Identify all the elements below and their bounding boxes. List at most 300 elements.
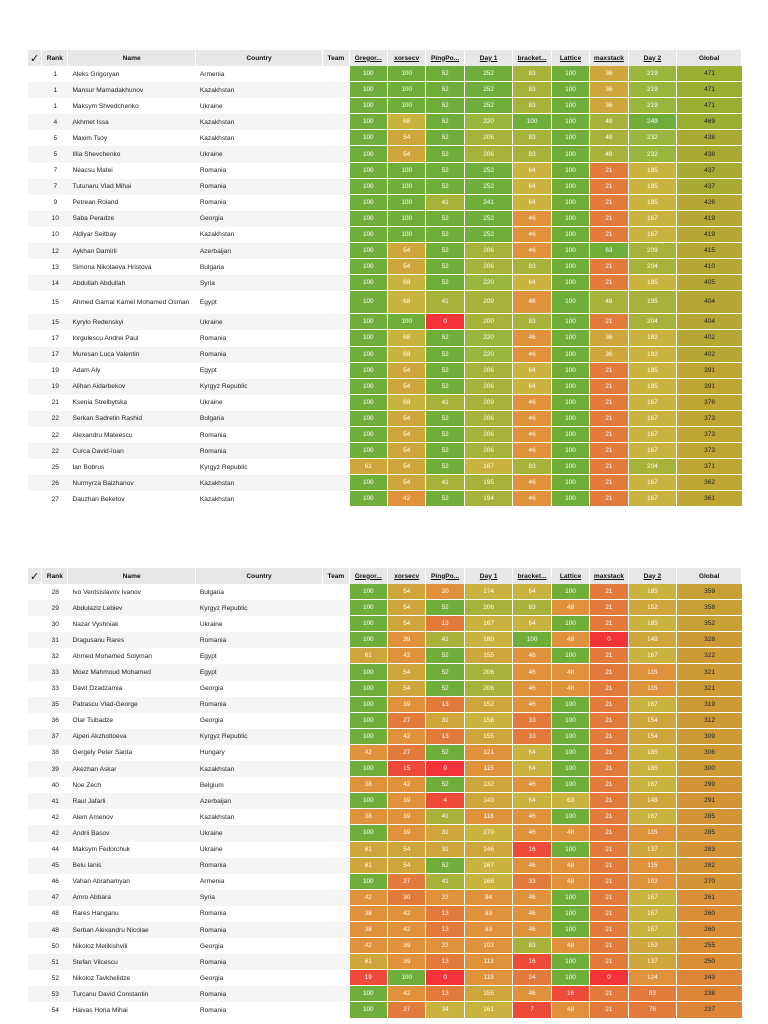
- table-row[interactable]: [28, 584, 742, 600]
- header-task-gregor[interactable]: [350, 568, 388, 584]
- table-row[interactable]: [28, 858, 742, 874]
- global-score-cell: 419: [677, 227, 742, 243]
- header-task-xorsecv[interactable]: [388, 568, 426, 584]
- score-cell: 42: [388, 648, 426, 664]
- row-select-cell: [28, 954, 42, 970]
- country-cell: Kazakhstan: [196, 475, 323, 491]
- rank-cell: 32: [51, 652, 59, 660]
- rank-cell: 25: [51, 463, 59, 471]
- name-cell: Alexandru Mateescu: [72, 431, 133, 439]
- table-row[interactable]: [28, 259, 742, 275]
- name-cell: Tutunaru Vlad Mihai: [68, 179, 195, 195]
- country-cell: Egypt: [199, 652, 217, 660]
- score-cell: 100: [350, 291, 388, 314]
- country-cell: Kazakhstan: [196, 82, 323, 98]
- score-cell: 33: [513, 713, 551, 729]
- table-row[interactable]: [28, 713, 742, 729]
- score-cell: 42: [350, 938, 388, 954]
- country-cell: Azerbaijan: [196, 793, 323, 809]
- score-cell: 83: [513, 82, 551, 98]
- score-cell: 252: [465, 211, 514, 227]
- row-select-cell: [28, 66, 42, 82]
- score-cell: 36: [590, 66, 628, 82]
- name-cell: Otar Tsibadze: [72, 717, 113, 725]
- row-select-cell: [28, 146, 42, 162]
- table-row[interactable]: [28, 906, 742, 922]
- global-score-cell: 438: [677, 130, 742, 146]
- table-row[interactable]: [28, 146, 742, 162]
- table-row[interactable]: [28, 697, 742, 713]
- country-cell: Armenia: [199, 70, 225, 78]
- row-select-cell: [28, 98, 42, 114]
- country-cell: Kazakhstan: [199, 813, 235, 821]
- header-day-2-label[interactable]: Day 2: [643, 54, 662, 62]
- table-row[interactable]: [28, 842, 742, 858]
- row-select-cell: [28, 291, 42, 314]
- table-body-top: [28, 66, 742, 507]
- score-cell: 54: [388, 842, 426, 858]
- header-task-gregor-label[interactable]: Gregor...: [354, 54, 382, 62]
- name-cell: Stefan Vilcescu: [68, 954, 195, 970]
- score-cell: 21: [590, 729, 628, 745]
- score-cell: 46: [513, 443, 551, 459]
- name-cell: Simona Nikolaeva Hristova: [72, 263, 152, 271]
- header-task-brackets[interactable]: [513, 568, 551, 584]
- header-task-brackets[interactable]: [513, 50, 551, 66]
- score-cell: 167: [629, 906, 678, 922]
- table-row[interactable]: [28, 491, 742, 507]
- name-cell: Haivas Horia Mihai: [72, 1006, 128, 1014]
- name-cell: Vahan Abrahamyan: [72, 878, 130, 886]
- header-task-lattice-label[interactable]: Lattice: [559, 54, 582, 62]
- team-cell: [323, 227, 349, 243]
- row-select-cell: [28, 243, 42, 259]
- table-row[interactable]: [28, 347, 742, 363]
- score-cell: 100: [552, 163, 590, 179]
- name-cell: Curca David-Ioan: [68, 443, 195, 459]
- name-cell: Serban Alexandru Nicolae: [68, 922, 195, 938]
- header-day-1[interactable]: [465, 50, 514, 66]
- score-cell: 48: [552, 681, 590, 697]
- name-cell: Rares Hanganu: [72, 910, 119, 918]
- team-cell: [323, 427, 349, 443]
- country-cell: Ukraine: [199, 399, 223, 407]
- score-cell: 100: [350, 82, 388, 98]
- score-cell: 52: [426, 98, 464, 114]
- score-cell: 100: [350, 681, 388, 697]
- header-country[interactable]: Country: [196, 50, 323, 66]
- country-cell: Kyrgyz Republic: [196, 379, 323, 395]
- country-cell: Egypt: [199, 367, 217, 375]
- header-task-pingpong[interactable]: [426, 50, 464, 66]
- score-cell: 185: [629, 616, 678, 632]
- score-cell: 100: [350, 697, 388, 713]
- select-all-checkmark-icon[interactable]: ✓: [28, 50, 42, 66]
- table-row[interactable]: [28, 890, 742, 906]
- table-row[interactable]: [28, 227, 742, 243]
- team-cell: [323, 793, 349, 809]
- score-cell: 100: [552, 922, 590, 938]
- table-row[interactable]: [28, 98, 742, 114]
- header-day-2[interactable]: [629, 50, 678, 66]
- score-cell: 16: [513, 954, 551, 970]
- score-cell: 219: [629, 82, 678, 98]
- score-cell: 52: [426, 82, 464, 98]
- country-cell: Romania: [196, 922, 323, 938]
- table-row[interactable]: [28, 82, 742, 98]
- score-cell: 46: [513, 858, 551, 874]
- table-row[interactable]: [28, 443, 742, 459]
- table-body-bottom: [28, 584, 742, 1019]
- country-cell: Azerbaijan: [196, 243, 323, 259]
- header-task-maxstack-label[interactable]: maxstack: [593, 572, 624, 580]
- table-row[interactable]: [28, 363, 742, 379]
- team-cell: [323, 745, 349, 761]
- rank-cell: 42: [42, 825, 68, 841]
- header-task-brackets-label[interactable]: bracket...: [517, 54, 547, 62]
- score-cell: 0: [426, 314, 464, 330]
- header-task-pingpong[interactable]: [426, 568, 464, 584]
- score-cell: 220: [465, 114, 514, 130]
- score-cell: 41: [426, 874, 464, 890]
- header-rank[interactable]: Rank: [42, 50, 68, 66]
- global-score-cell: 373: [677, 411, 742, 427]
- header-day-1-label[interactable]: Day 1: [479, 54, 498, 62]
- score-cell: 46: [513, 491, 551, 507]
- table-row[interactable]: [28, 243, 742, 259]
- score-cell: 168: [465, 874, 514, 890]
- global-score-cell: 309: [677, 729, 742, 745]
- name-cell: Maksym Fedorchuk: [72, 846, 130, 854]
- score-cell: 52: [426, 114, 464, 130]
- global-score-cell: 322: [677, 648, 742, 664]
- header-task-lattice[interactable]: [552, 50, 590, 66]
- row-select-cell: [28, 427, 42, 443]
- score-cell: 119: [465, 970, 514, 986]
- score-cell: 27: [388, 874, 426, 890]
- team-cell: [323, 146, 349, 162]
- header-day-1-label[interactable]: Day 1: [479, 572, 498, 580]
- score-cell: 182: [629, 330, 678, 346]
- score-cell: 21: [590, 584, 628, 600]
- global-score-cell: 419: [677, 211, 742, 227]
- score-cell: 21: [590, 259, 628, 275]
- score-cell: 33: [513, 874, 551, 890]
- score-cell: 220: [465, 330, 514, 346]
- header-team[interactable]: Team: [323, 50, 349, 66]
- score-cell: 52: [426, 427, 464, 443]
- score-cell: 52: [426, 745, 464, 761]
- score-cell: 33: [513, 729, 551, 745]
- header-task-gregor[interactable]: [350, 50, 388, 66]
- score-cell: 100: [350, 314, 388, 330]
- header-task-gregor-label[interactable]: Gregor...: [354, 572, 382, 580]
- country-cell: Kazakhstan: [196, 761, 323, 777]
- score-cell: 204: [629, 314, 678, 330]
- score-cell: 185: [629, 179, 678, 195]
- header-rank[interactable]: Rank: [42, 568, 68, 584]
- table-row[interactable]: [28, 459, 742, 475]
- score-cell: 100: [552, 146, 590, 162]
- score-cell: 41: [426, 475, 464, 491]
- score-cell: 54: [388, 146, 426, 162]
- select-all-checkmark-icon[interactable]: ✓: [28, 568, 42, 584]
- team-cell: [323, 697, 349, 713]
- table-row[interactable]: [28, 970, 742, 986]
- name-cell: Saba Peradze: [68, 211, 195, 227]
- rank-cell: 15: [42, 314, 68, 330]
- name-cell: Alihan Aidarbekov: [68, 379, 195, 395]
- score-cell: 100: [552, 314, 590, 330]
- score-cell: 252: [465, 227, 514, 243]
- row-select-cell: [28, 793, 42, 809]
- score-cell: 54: [388, 243, 426, 259]
- table-row[interactable]: [28, 211, 742, 227]
- header-name[interactable]: Name: [68, 568, 195, 584]
- row-select-cell: [28, 211, 42, 227]
- table-row[interactable]: [28, 825, 742, 841]
- table-row[interactable]: [28, 475, 742, 491]
- table-row[interactable]: [28, 729, 742, 745]
- header-task-maxstack-label[interactable]: maxstack: [593, 54, 624, 62]
- header-task-maxstack[interactable]: [590, 568, 628, 584]
- row-select-cell: [28, 938, 42, 954]
- table-row[interactable]: [28, 379, 742, 395]
- score-cell: 4: [426, 793, 464, 809]
- score-cell: 42: [350, 745, 388, 761]
- score-cell: 83: [629, 986, 678, 1002]
- table-row[interactable]: [28, 130, 742, 146]
- table-row[interactable]: [28, 954, 742, 970]
- score-cell: 54: [388, 858, 426, 874]
- row-select-cell: [28, 986, 42, 1002]
- score-cell: 54: [388, 681, 426, 697]
- header-day-2-label[interactable]: Day 2: [643, 572, 662, 580]
- global-score-cell: 358: [677, 600, 742, 616]
- name-cell: Noe Zech: [72, 781, 102, 789]
- team-cell: [323, 922, 349, 938]
- header-global[interactable]: Global: [677, 50, 742, 66]
- header-day-1[interactable]: [465, 568, 514, 584]
- team-cell: [323, 411, 349, 427]
- team-cell: [323, 291, 349, 314]
- table-row[interactable]: [28, 314, 742, 330]
- name-cell: Aleks Grigoryan: [72, 70, 120, 78]
- score-cell: 167: [629, 809, 678, 825]
- country-cell: Bulgaria: [196, 411, 323, 427]
- team-cell: [323, 858, 349, 874]
- team-cell: [323, 842, 349, 858]
- score-cell: 220: [465, 275, 514, 291]
- score-cell: 13: [426, 986, 464, 1002]
- score-cell: 152: [629, 600, 678, 616]
- table-row[interactable]: [28, 163, 742, 179]
- score-cell: 54: [388, 616, 426, 632]
- header-country[interactable]: Country: [196, 568, 323, 584]
- country-cell: Kyrgyz Republic: [196, 600, 323, 616]
- score-cell: 100: [350, 1002, 388, 1018]
- team-cell: [323, 195, 349, 211]
- global-score-cell: 255: [677, 938, 742, 954]
- score-cell: 241: [465, 195, 514, 211]
- global-score-cell: 471: [677, 66, 742, 82]
- table-row[interactable]: [28, 809, 742, 825]
- score-cell: 54: [388, 475, 426, 491]
- header-task-brackets-label[interactable]: bracket...: [517, 572, 547, 580]
- team-cell: [323, 114, 349, 130]
- team-cell: [323, 314, 349, 330]
- table-row[interactable]: [28, 922, 742, 938]
- table-row[interactable]: [28, 793, 742, 809]
- table-row[interactable]: [28, 745, 742, 761]
- score-cell: 167: [629, 922, 678, 938]
- table-row[interactable]: [28, 777, 742, 793]
- table-row[interactable]: [28, 664, 742, 680]
- score-cell: 46: [513, 648, 551, 664]
- rank-cell: 10: [51, 231, 59, 239]
- score-cell: 68: [388, 347, 426, 363]
- score-cell: 167: [629, 427, 678, 443]
- row-select-cell: [28, 584, 42, 600]
- score-cell: 83: [513, 66, 551, 82]
- score-cell: 46: [513, 890, 551, 906]
- table-row[interactable]: [28, 600, 742, 616]
- score-cell: 46: [513, 906, 551, 922]
- score-cell: 16: [552, 986, 590, 1002]
- row-select-cell: [28, 330, 42, 346]
- table-row[interactable]: [28, 681, 742, 697]
- table-row[interactable]: [28, 275, 742, 291]
- score-cell: 100: [388, 163, 426, 179]
- score-cell: 48: [552, 600, 590, 616]
- score-cell: 206: [465, 443, 514, 459]
- table-row[interactable]: [28, 1002, 742, 1018]
- header-team[interactable]: Team: [323, 568, 349, 584]
- score-cell: 36: [590, 347, 628, 363]
- country-cell: Syria: [196, 890, 323, 906]
- table-row[interactable]: [28, 874, 742, 890]
- header-task-xorsecv-label[interactable]: xorsecv: [394, 54, 420, 62]
- score-cell: 100: [552, 195, 590, 211]
- score-cell: 7: [513, 1002, 551, 1018]
- table-row[interactable]: [28, 648, 742, 664]
- country-cell: Georgia: [199, 942, 224, 950]
- score-cell: 83: [513, 130, 551, 146]
- global-score-cell: 319: [677, 697, 742, 713]
- row-select-cell: [28, 681, 42, 697]
- header-task-maxstack[interactable]: [590, 50, 628, 66]
- score-cell: 41: [426, 395, 464, 411]
- score-cell: 52: [426, 130, 464, 146]
- score-cell: 21: [590, 745, 628, 761]
- score-cell: 115: [629, 858, 678, 874]
- table-row[interactable]: [28, 291, 742, 314]
- table-row[interactable]: [28, 938, 742, 954]
- global-score-cell: 373: [677, 443, 742, 459]
- header-global[interactable]: Global: [677, 568, 742, 584]
- table-row[interactable]: [28, 616, 742, 632]
- table-row[interactable]: [28, 632, 742, 648]
- score-cell: 167: [629, 491, 678, 507]
- header-name[interactable]: Name: [68, 50, 195, 66]
- score-cell: 209: [465, 291, 514, 314]
- team-cell: [323, 890, 349, 906]
- header-task-lattice-label[interactable]: Lattice: [559, 572, 582, 580]
- ranking-table-bottom: [28, 568, 742, 1019]
- table-row[interactable]: [28, 761, 742, 777]
- name-cell: Akhmet Issa: [68, 114, 195, 130]
- score-cell: 100: [350, 211, 388, 227]
- score-cell: 100: [552, 363, 590, 379]
- score-cell: 21: [590, 616, 628, 632]
- row-select-cell: [28, 475, 42, 491]
- score-cell: 100: [552, 275, 590, 291]
- country-cell: Kyrgyz Republic: [196, 729, 323, 745]
- score-cell: 124: [629, 970, 678, 986]
- score-cell: 100: [552, 66, 590, 82]
- table-row[interactable]: [28, 427, 742, 443]
- table-row[interactable]: [28, 330, 742, 346]
- score-cell: 68: [388, 395, 426, 411]
- row-select-cell: [28, 745, 42, 761]
- name-cell: Nazar Vyshniak: [72, 620, 119, 628]
- table-row[interactable]: [28, 395, 742, 411]
- name-cell: Alem Amenov: [72, 813, 114, 821]
- team-cell: [323, 777, 349, 793]
- team-cell: [323, 163, 349, 179]
- table-header-row: [28, 50, 742, 66]
- score-cell: 54: [388, 459, 426, 475]
- header-day-2[interactable]: [629, 568, 678, 584]
- score-cell: 83: [513, 938, 551, 954]
- table-row[interactable]: [28, 179, 742, 195]
- score-cell: 46: [513, 681, 551, 697]
- rank-cell: 27: [51, 495, 59, 503]
- team-cell: [323, 938, 349, 954]
- header-task-pingpong-label[interactable]: PingPo...: [431, 54, 460, 62]
- score-cell: 206: [465, 363, 514, 379]
- rank-cell: 9: [53, 199, 58, 207]
- score-cell: 64: [513, 179, 551, 195]
- score-cell: 100: [350, 600, 388, 616]
- table-row[interactable]: [28, 411, 742, 427]
- score-cell: 52: [426, 648, 464, 664]
- team-cell: [323, 616, 349, 632]
- ranking-table-top: [28, 50, 742, 507]
- header-task-xorsecv-label[interactable]: xorsecv: [394, 572, 420, 580]
- rank-cell: 42: [51, 813, 59, 821]
- global-score-cell: 300: [677, 761, 742, 777]
- table-row[interactable]: [28, 986, 742, 1002]
- table-row[interactable]: [28, 66, 742, 82]
- score-cell: 167: [629, 443, 678, 459]
- table-row[interactable]: [28, 195, 742, 211]
- score-cell: 206: [465, 411, 514, 427]
- header-task-lattice[interactable]: [552, 568, 590, 584]
- table-row[interactable]: [28, 114, 742, 130]
- score-cell: 68: [388, 114, 426, 130]
- global-score-cell: 471: [677, 82, 742, 98]
- header-task-xorsecv[interactable]: [388, 50, 426, 66]
- score-cell: 41: [426, 632, 464, 648]
- score-cell: 13: [426, 616, 464, 632]
- score-cell: 13: [426, 954, 464, 970]
- name-cell: Illia Shevchenko: [68, 146, 195, 162]
- header-task-pingpong-label[interactable]: PingPo...: [431, 572, 460, 580]
- score-cell: 61: [350, 858, 388, 874]
- score-cell: 100: [552, 745, 590, 761]
- score-cell: 100: [388, 82, 426, 98]
